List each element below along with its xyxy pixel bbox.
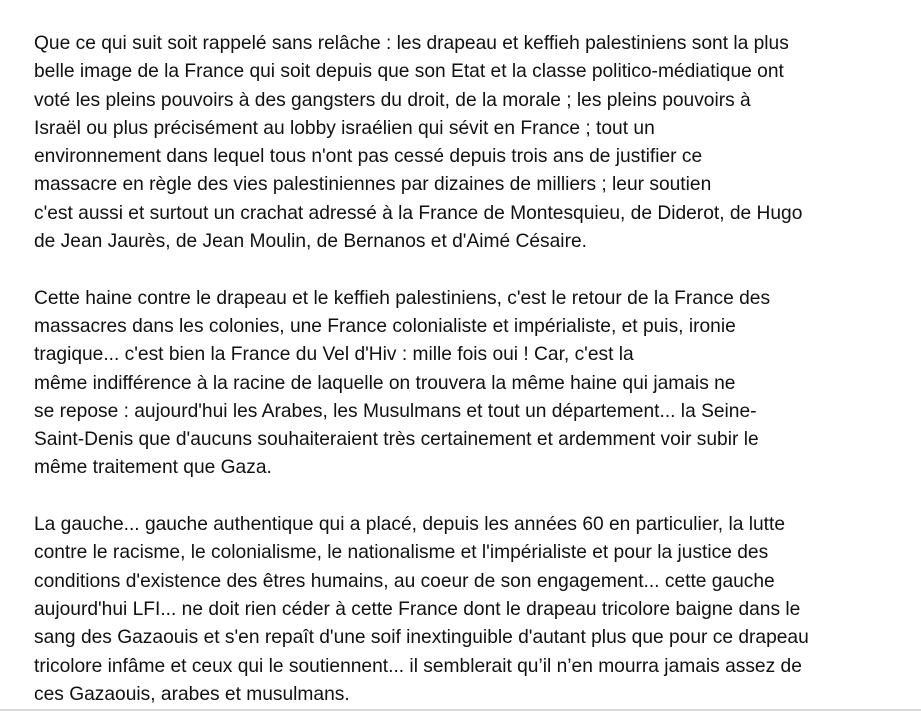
text-line: massacre en règle des vies palestiniennes par dizaines de milliers ; leur soutien	[34, 174, 712, 196]
paragraph-2	[34, 285, 904, 483]
text-line: sang des Gazaouis et s'en repaît d'une soif inextinguible d'autant plus que pour ce drapeau	[34, 627, 809, 649]
paragraph-spacer	[34, 483, 904, 511]
text-line: de Jean Jaurès, de Jean Moulin, de Bernanos et d'Aimé Césaire.	[34, 231, 587, 253]
paragraph-3	[34, 511, 904, 709]
paragraph-1	[34, 30, 904, 256]
text-line: conditions d'existence des êtres humains, au coeur de son engagement... cette gauche	[34, 570, 775, 592]
text-line: aujourd'hui LFI... ne doit rien céder à cette France dont le drapeau tricolore baigne dans le	[34, 598, 801, 620]
text-line: massacres dans les colonies, une France colonialiste et impérialiste, et puis, ironie	[34, 315, 736, 337]
text-line: Que ce qui suit soit rappelé sans relâche : les drapeau et keffieh palestiniens sont la plus	[34, 33, 789, 54]
text-line: tragique... c'est bien la France du Vel d'Hiv : mille fois oui ! Car, c'est la	[34, 344, 634, 366]
text-line: belle image de la France qui soit depuis que son Etat et la classe politico-médiatique ont	[34, 61, 784, 83]
document-body	[34, 30, 904, 709]
text-line: c'est aussi et surtout un crachat adressé à la France de Montesquieu, de Diderot, de Hugo	[34, 202, 803, 224]
text-line: même indifférence à la racine de laquelle on trouvera la même haine qui jamais ne	[34, 372, 736, 394]
text-line: contre le racisme, le colonialisme, le nationalisme et l'impérialiste et pour la justice des	[34, 542, 769, 564]
text-line: se repose : aujourd'hui les Arabes, les Musulmans et tout un département... la Seine-	[34, 400, 757, 422]
text-line: environnement dans lequel tous n'ont pas cessé depuis trois ans de justifier ce	[34, 146, 703, 168]
paragraph-spacer	[34, 256, 904, 284]
text-line: Israël ou plus précisément au lobby israélien qui sévit en France ; tout un	[34, 117, 655, 139]
text-line: Cette haine contre le drapeau et le keffieh palestiniens, c'est le retour de la France des	[34, 287, 771, 309]
text-line: voté les pleins pouvoirs à des gangsters du droit, de la morale ; les pleins pouvoirs à	[34, 89, 751, 111]
text-line: ces Gazaouis, arabes et musulmans.	[34, 683, 350, 705]
text-line: tricolore infâme et ceux qui le soutiennent... il semblerait qu’il n’en mourra jamais assez de	[34, 655, 802, 677]
text-line: Saint-Denis que d'aucuns souhaiteraient très certainement et ardemment voir subir le	[34, 429, 759, 451]
text-line: La gauche... gauche authentique qui a placé, depuis les années 60 en particulier, la lutte	[34, 514, 785, 536]
text-line: même traitement que Gaza.	[34, 457, 272, 479]
